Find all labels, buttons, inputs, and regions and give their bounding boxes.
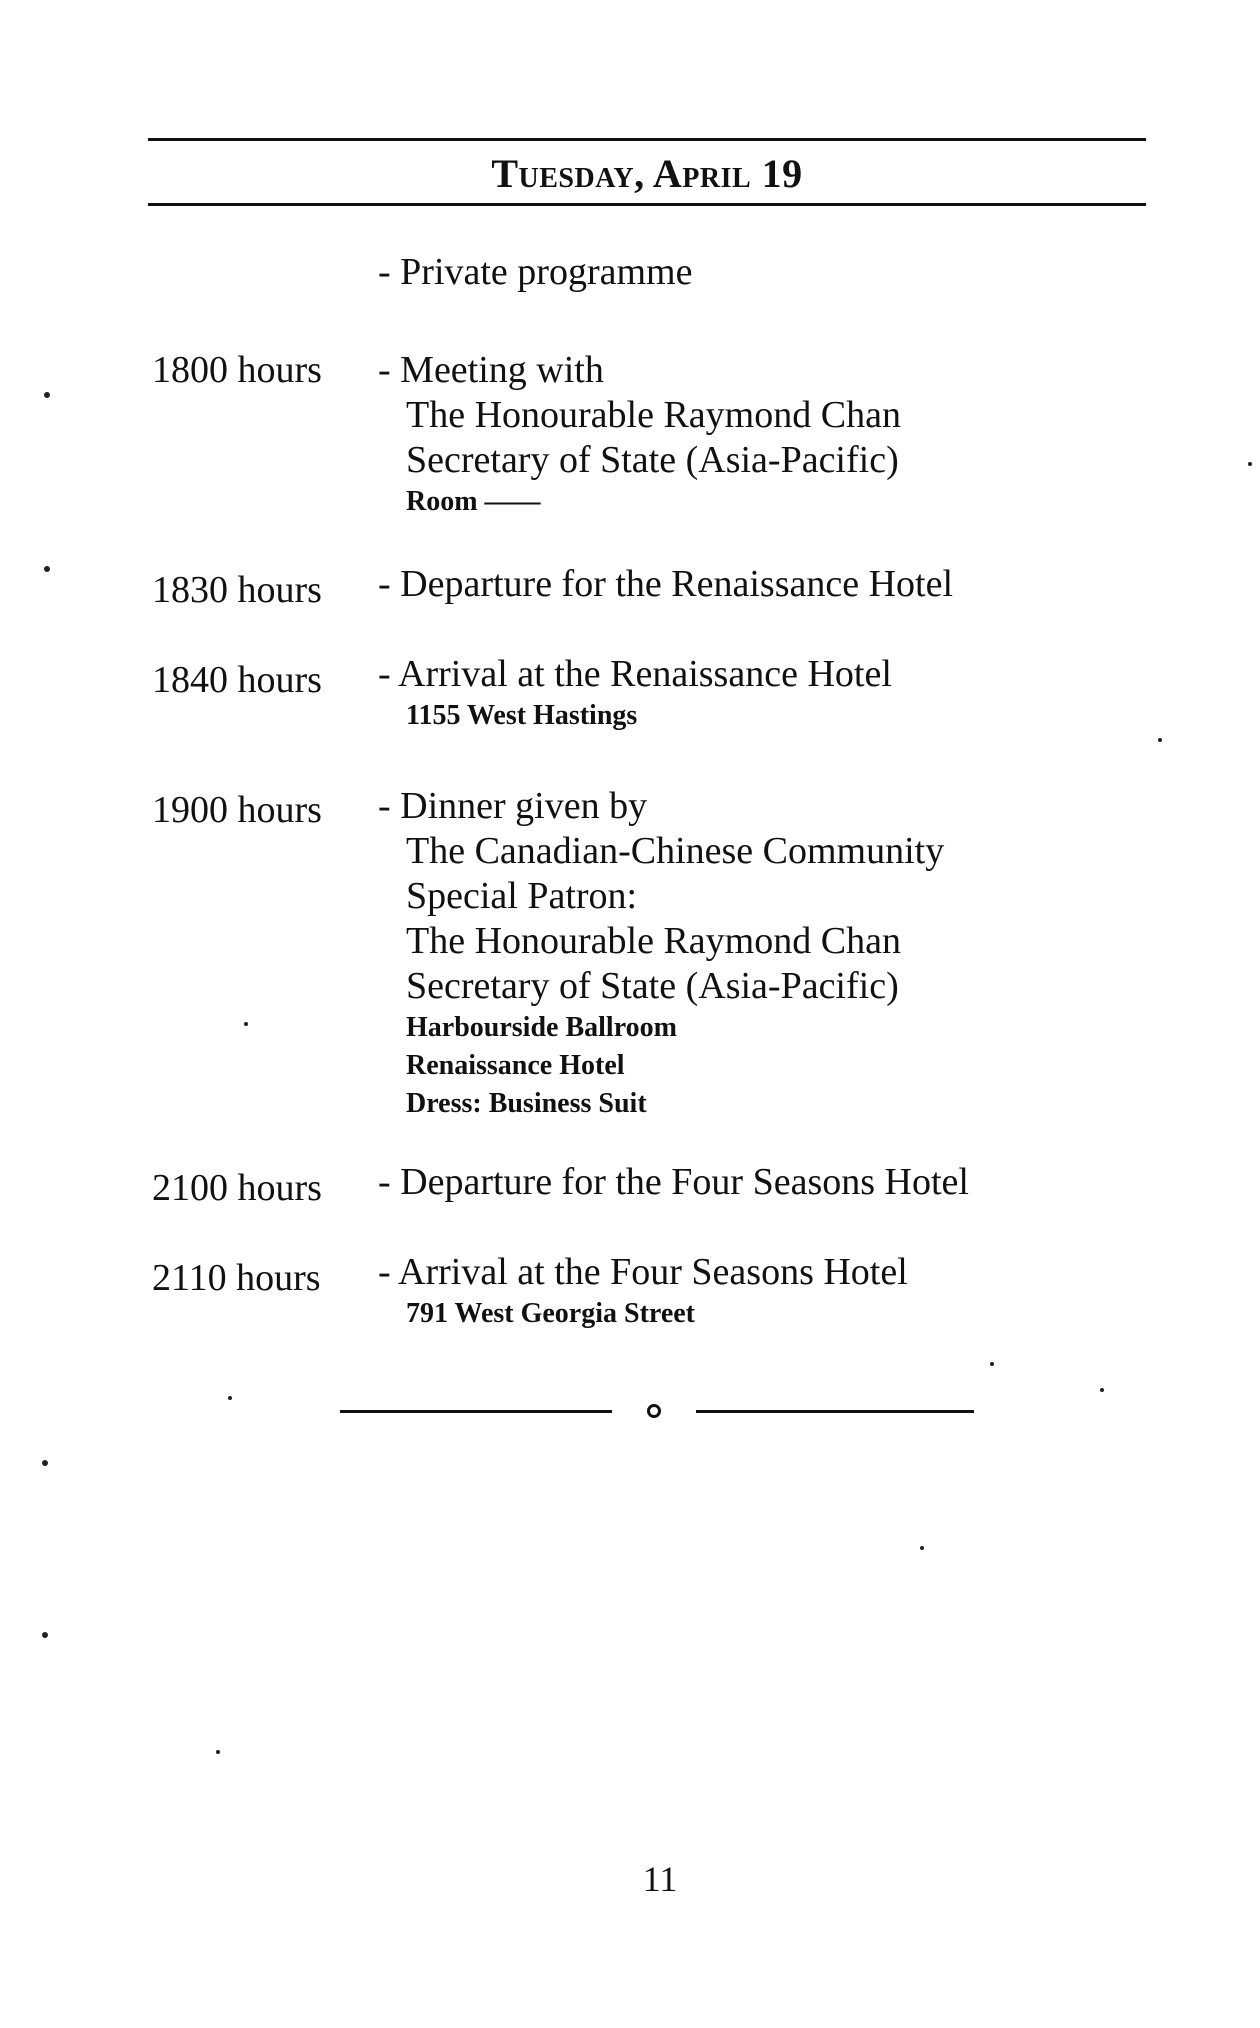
- entry-note: Dress: Business Suit: [406, 1088, 647, 1119]
- entry-line: The Honourable Raymond Chan: [406, 920, 901, 962]
- scan-speck: [216, 1750, 220, 1754]
- schedule-entry: [378, 1250, 1098, 1333]
- entry-line: - Dinner given by: [378, 785, 648, 827]
- entry-line: - Private programme: [378, 251, 693, 293]
- scan-speck: [228, 1396, 232, 1400]
- scan-speck: [42, 1632, 48, 1638]
- entry-line: The Honourable Raymond Chan: [406, 394, 901, 436]
- separator-line-right: [696, 1410, 974, 1413]
- entry-note: Room ——: [406, 486, 541, 517]
- page-number: 11: [642, 1859, 678, 1899]
- scan-speck: [1248, 462, 1252, 466]
- entry-line: The Canadian-Chinese Community: [406, 830, 945, 872]
- scan-speck: [44, 392, 50, 398]
- top-rule: [148, 138, 1146, 141]
- entry-time: 1800 hours: [152, 349, 322, 391]
- entry-time: 2110 hours: [152, 1257, 321, 1299]
- scan-speck: [1158, 738, 1162, 742]
- separator-line-left: [340, 1410, 612, 1413]
- schedule-entry: [378, 562, 1098, 607]
- day-heading: Tuesday, April 19: [491, 151, 803, 196]
- entry-note: 1155 West Hastings: [406, 700, 638, 731]
- heading-underline: [148, 203, 1146, 206]
- entry-time: 2100 hours: [152, 1167, 322, 1209]
- schedule-entry: [378, 1160, 1098, 1205]
- scan-speck: [44, 566, 50, 572]
- schedule-entry: [378, 652, 1098, 735]
- scan-speck: [244, 1022, 248, 1026]
- entry-time: 1830 hours: [152, 569, 322, 611]
- entry-note: 791 West Georgia Street: [406, 1298, 696, 1329]
- entry-line: - Arrival at the Renaissance Hotel: [378, 653, 892, 695]
- entry-line: Special Patron:: [406, 875, 638, 917]
- entry-line: Secretary of State (Asia-Pacific): [406, 965, 899, 1007]
- entry-time: 1840 hours: [152, 659, 322, 701]
- scan-speck: [42, 1460, 48, 1466]
- entry-note: Renaissance Hotel: [406, 1050, 625, 1081]
- entry-note: Harbourside Ballroom: [406, 1012, 677, 1043]
- separator-ornament-icon: [647, 1404, 661, 1418]
- entry-line: - Departure for the Four Seasons Hotel: [378, 1161, 969, 1203]
- schedule-entry: [378, 784, 1098, 1123]
- scan-speck: [1100, 1388, 1104, 1392]
- entry-line: - Meeting with: [378, 349, 604, 391]
- schedule-entry: [378, 348, 1098, 521]
- scan-speck: [990, 1362, 994, 1366]
- entry-line: - Departure for the Renaissance Hotel: [378, 563, 954, 605]
- entry-time: 1900 hours: [152, 789, 322, 831]
- entry-line: Secretary of State (Asia-Pacific): [406, 439, 899, 481]
- entry-line: - Arrival at the Four Seasons Hotel: [378, 1251, 908, 1293]
- schedule-entry: [378, 250, 1098, 295]
- scan-speck: [920, 1546, 924, 1550]
